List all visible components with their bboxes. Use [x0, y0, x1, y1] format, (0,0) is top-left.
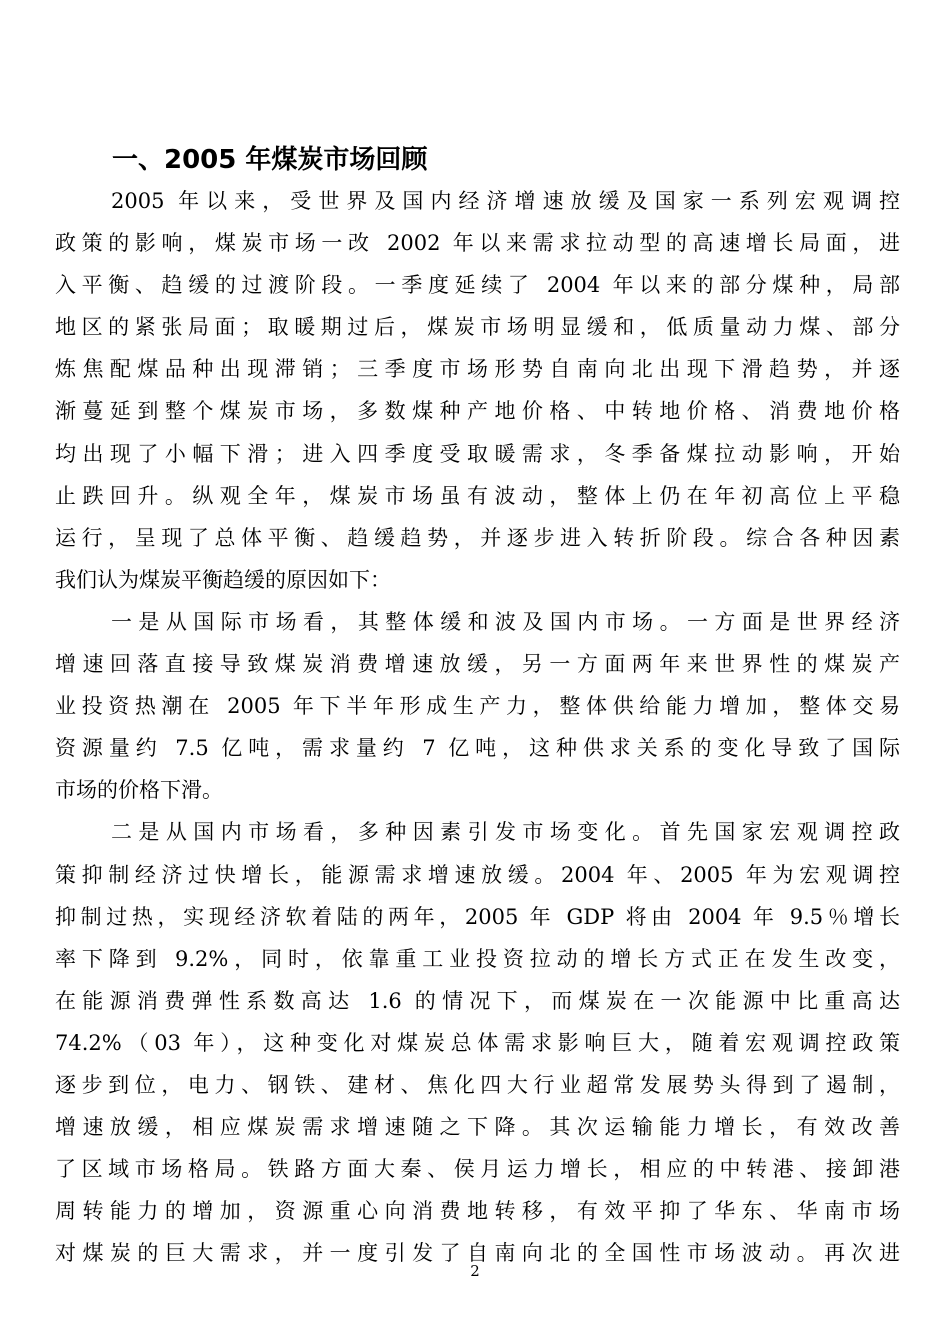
text-line: 炼焦配煤品种出现滞销；三季度市场形势自南向北出现下滑趋势，并逐: [55, 357, 900, 382]
text-line: 在能源消费弹性系数高达 1.6 的情况下，而煤炭在一次能源中比重高达: [55, 988, 900, 1013]
text-line: 了区域市场格局。铁路方面大秦、侯月运力增长，相应的中转港、接卸港: [55, 1157, 900, 1182]
paragraph-2: [55, 601, 900, 811]
text-line: 增速回落直接导致煤炭消费增速放缓，另一方面两年来世界性的煤炭产: [55, 652, 900, 677]
section-heading: 一、2005 年煤炭市场回顾: [112, 145, 428, 175]
paragraph-1: [55, 180, 900, 601]
text-line: 渐蔓延到整个煤炭市场，多数煤种产地价格、中转地价格、消费地价格: [55, 399, 900, 424]
text-line: 入平衡、趋缓的过渡阶段。一季度延续了 2004 年以来的部分煤种，局部: [55, 273, 900, 298]
text-line: 率下降到 9.2%，同时，依靠重工业投资拉动的增长方式正在发生改变，: [55, 946, 900, 971]
text-line: 逐步到位，电力、钢铁、建材、焦化四大行业超常发展势头得到了遏制，: [55, 1072, 900, 1097]
page-number: 2: [470, 1262, 480, 1280]
text-line: 政策的影响，煤炭市场一改 2002 年以来需求拉动型的高速增长局面，进: [55, 231, 900, 256]
text-line: 均出现了小幅下滑；进入四季度受取暖需求，冬季备煤拉动影响，开始: [55, 441, 900, 466]
text-line: 74.2%（03 年），这种变化对煤炭总体需求影响巨大，随着宏观调控政策: [55, 1030, 900, 1055]
text-line: 对煤炭的巨大需求，并一度引发了自南向北的全国性市场波动。再次进: [55, 1241, 900, 1266]
text-line: 止跌回升。纵观全年，煤炭市场虽有波动，整体上仍在年初高位上平稳: [55, 483, 900, 508]
text-line: 一是从国际市场看，其整体缓和波及国内市场。一方面是世界经济: [111, 609, 900, 634]
text-line: 市场的价格下滑。: [55, 778, 223, 803]
text-line: 周转能力的增加，资源重心向消费地转移，有效平抑了华东、华南市场: [55, 1199, 900, 1224]
text-line: 策抑制经济过快增长，能源需求增速放缓。2004 年、2005 年为宏观调控: [55, 862, 900, 887]
paragraph-3: [55, 811, 900, 1274]
text-line: 增速放缓，相应煤炭需求增速随之下降。其次运输能力增长，有效改善: [55, 1115, 900, 1140]
text-line: 2005 年以来，受世界及国内经济增速放缓及国家一系列宏观调控: [111, 189, 900, 213]
text-line: 我们认为煤炭平衡趋缓的原因如下：: [55, 567, 391, 592]
text-line: 抑制过热，实现经济软着陆的两年，2005 年 GDP 将由 2004 年 9.5％增长: [55, 904, 900, 929]
text-line: 业投资热潮在 2005 年下半年形成生产力，整体供给能力增加，整体交易: [55, 694, 900, 719]
text-line: 资源量约 7.5 亿吨，需求量约 7 亿吨，这种供求关系的变化导致了国际: [55, 736, 900, 761]
text-line: 地区的紧张局面；取暖期过后，煤炭市场明显缓和，低质量动力煤、部分: [55, 315, 900, 340]
body-text: [55, 180, 900, 1274]
text-line: 二是从国内市场看，多种因素引发市场变化。首先国家宏观调控政: [111, 820, 900, 845]
text-line: 运行，呈现了总体平衡、趋缓趋势，并逐步进入转折阶段。综合各种因素: [55, 525, 900, 550]
